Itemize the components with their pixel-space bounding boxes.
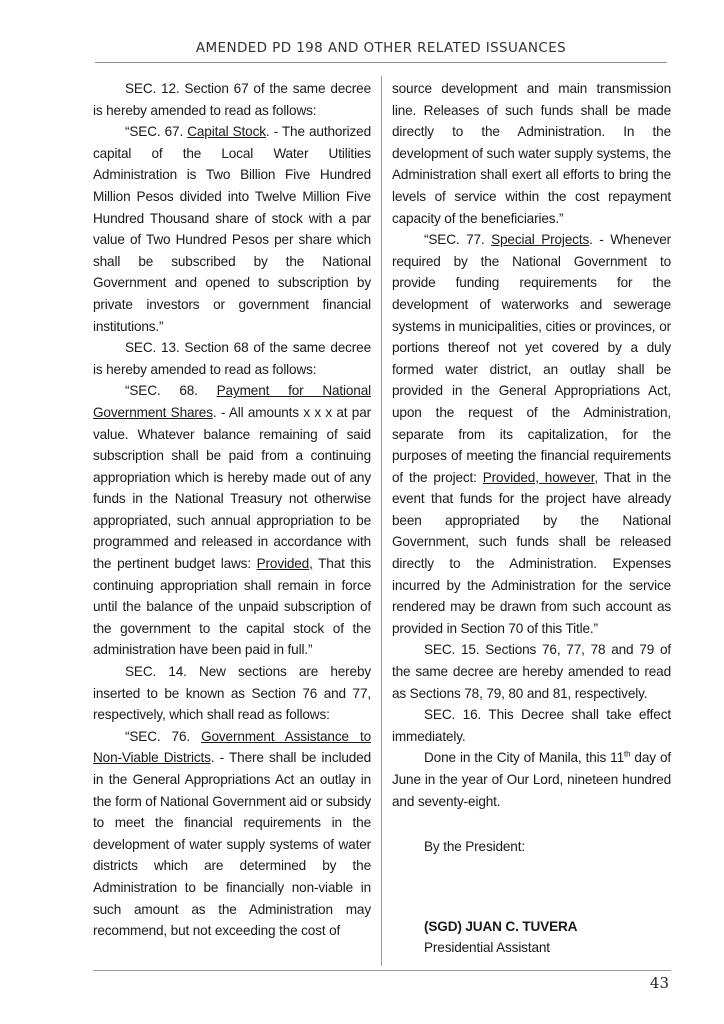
- signatory-name: (SGD) JUAN C. TUVERA: [424, 918, 578, 934]
- sec77-paragraph: [392, 229, 671, 639]
- sec77-tail: That in the event that funds for the project have already been appropriated by the National Government, such funds shall be released directly to the Administration. Expenses incurred by the Administration for the service rendered may be drawn from such account as provided in Section 70 of this Title.”: [392, 469, 672, 636]
- running-header: [95, 38, 667, 63]
- done-paragraph: [392, 747, 671, 812]
- sec77-body: . - Whenever required by the National Government to provide funding requirements for the development of waterworks and sewerage systems in municipalities, cities or provinces, or portions thereof not yet covered by a duly formed water district, an outlay shall be provided in the General Appropriations Act, upon the request of the Administration, separate from its capitalization, for the purposes of meeting the financial requirements of the project:: [392, 232, 671, 485]
- sec67-lead: “SEC. 67.: [125, 124, 188, 140]
- sec76-paragraph: [93, 726, 371, 942]
- sec68-paragraph: [93, 380, 371, 661]
- sec67-body: . - The authorized capital of the Local Water Utilities Administration is Two Billion Five Hundred Million Pesos divided into Twelve Million Five Hundred Thousand share of stock with a par value of Two Hundred Pesos per share which shall be subscribed by the National Government and opened to subscription by private investors or government financial institutions.”: [93, 124, 371, 334]
- sec68-provided: Provided,: [256, 556, 313, 572]
- sec68-lead: “SEC. 68.: [125, 383, 217, 399]
- signatory-title: Presidential Assistant: [424, 940, 550, 956]
- sec67-paragraph: [93, 121, 371, 337]
- footer-rule: [93, 970, 671, 971]
- sec77-provided: Provided, however,: [482, 469, 599, 485]
- header-title: AMENDED PD 198 AND OTHER RELATED ISSUANCES: [195, 40, 567, 56]
- sec68-body: . - All amounts x x x at par value. Whatever balance remaining of said subscription shall be paid from a continuing appropriation which is hereby made out of any funds in the National Treasury not otherwise appropriated, such annual appropriation to be programmed and released in accordance with the pertinent budget laws:: [93, 404, 371, 572]
- sec76-title: Government Assistance to Non-Viable Districts: [93, 728, 371, 766]
- sec13-paragraph: SEC. 13. Section 68 of the same decree is hereby amended to read as follows:: [93, 340, 371, 377]
- sec77-lead: “SEC. 77.: [424, 232, 492, 248]
- done-ordinal-suffix: th: [624, 749, 631, 759]
- page-number: 43: [649, 974, 669, 992]
- sec14-paragraph: SEC. 14. New sections are hereby inserted to be known as Section 76 and 77, respectively, which shall read as follows:: [93, 664, 371, 723]
- sec15-paragraph: SEC. 15. Sections 76, 77, 78 and 79 of the same decree are hereby amended to read as Sections 78, 79, 80 and 81, respectively.: [392, 642, 671, 701]
- left-column: [93, 78, 371, 942]
- column-divider: [381, 76, 382, 966]
- sec67-title: Capital Stock: [187, 124, 266, 140]
- done-text-b: day of June in the year of Our Lord, nineteen hundred and seventy-eight.: [392, 750, 671, 809]
- sec76-body: . - There shall be included in the General Appropriations Act an outlay in the form of National Government aid or subsidy to meet the financial requirements in the development of water supply systems of water districts which are determined by the Administration to be financially non-viable in such amount as the Administration may recommend, but not exceeding the cost of: [93, 750, 371, 939]
- right-column: [392, 78, 671, 959]
- sec68-title: Payment for National Government Shares: [93, 383, 371, 420]
- by-the-president: By the President:: [424, 839, 525, 855]
- sec68-tail: That this continuing appropriation shall remain in force until the balance of the unpaid subscription of the government to the capital stock of the administration have been paid in full.”: [93, 556, 371, 658]
- sec76-lead: “SEC. 76.: [125, 728, 202, 744]
- sec77-title: Special Projects: [491, 232, 590, 248]
- sec16-paragraph: SEC. 16. This Decree shall take effect immediately.: [392, 707, 671, 744]
- sec12-paragraph: SEC. 12. Section 67 of the same decree is hereby amended to read as follows:: [93, 81, 371, 118]
- done-text-a: Done in the City of Manila, this 11: [424, 750, 624, 766]
- sec76-continuation: source development and main transmission line. Releases of such funds shall be made directly to the Administration. In the development of such water supply systems, the Administration shall exert all efforts to bring the levels of service within the cost repayment capacity of the beneficiaries.”: [392, 81, 671, 226]
